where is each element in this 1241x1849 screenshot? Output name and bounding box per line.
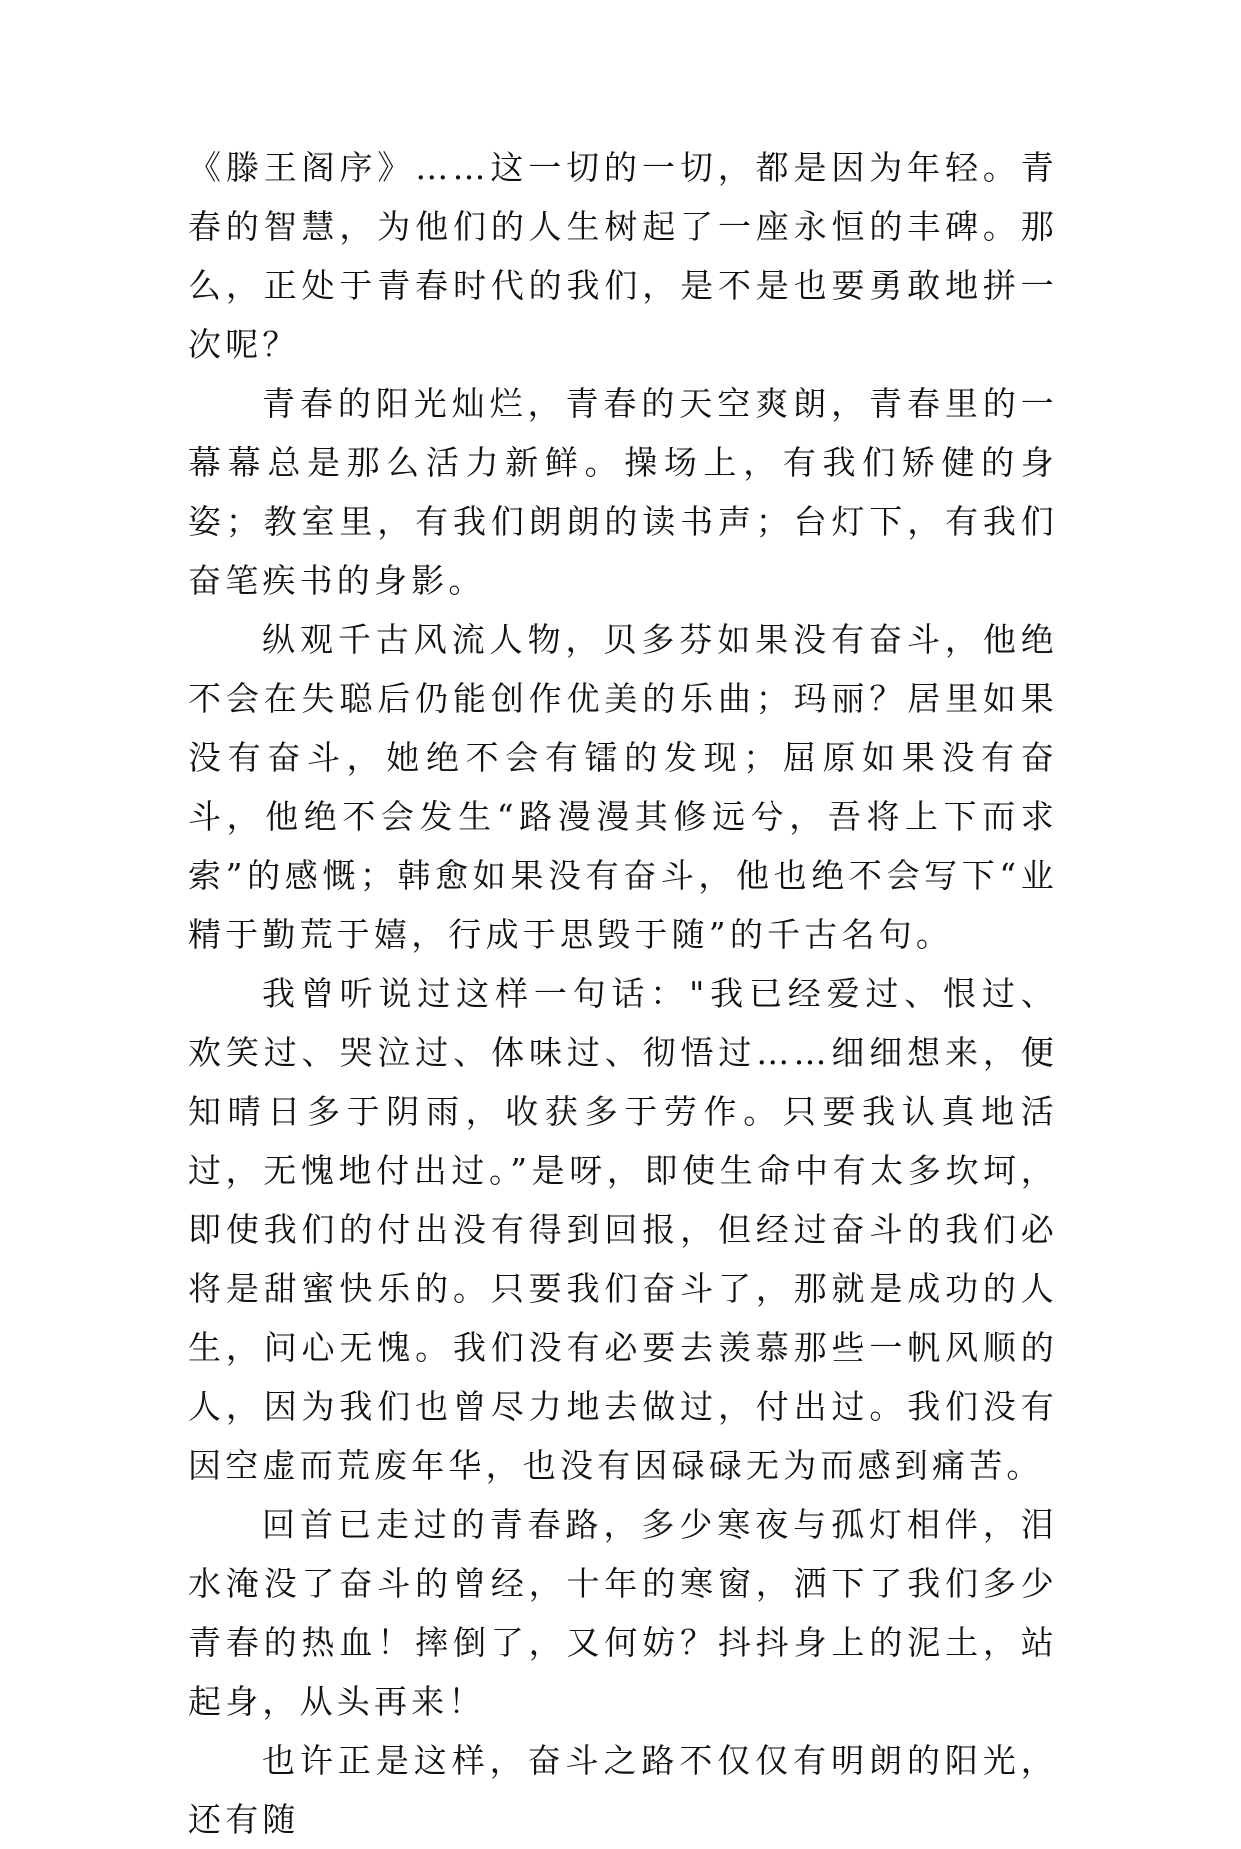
document-page — [188, 138, 1058, 1849]
paragraph-4: 我曾听说过这样一句话："我已经爱过、恨过、欢笑过、哭泣过、体味过、彻悟过……细细想来，便知晴日多于阴雨，收获多于劳作。只要我认真地活过，无愧地付出过。”是呀，即使生命中有太多坎坷，即使我们的付出没有得到回报，但经过奋斗的我们必将是甜蜜快乐的。只要我们奋斗了，那就是成功的人生，问心无愧。我们没有必要去羡慕那些一帆风顺的人，因为我们也曾尽力地去做过，付出过。我们没有因空虚而荒废年华，也没有因碌碌无为而感到痛苦。 — [188, 974, 1058, 1485]
paragraph-3: 纵观千古风流人物，贝多芬如果没有奋斗，他绝不会在失聪后仍能创作优美的乐曲；玛丽？居里如果没有奋斗，她绝不会有镭的发现；屈原如果没有奋斗，他绝不会发生“路漫漫其修远兮，吾将上下而求索”的感慨；韩愈如果没有奋斗，他也绝不会写下“业精于勤荒于嬉，行成于思毁于随”的千古名句。 — [188, 620, 1058, 954]
paragraph-2: 青春的阳光灿烂，青春的天空爽朗，青春里的一幕幕总是那么活力新鲜。操场上，有我们矫健的身姿；教室里，有我们朗朗的读书声；台灯下，有我们奋笔疾书的身影。 — [188, 384, 1058, 600]
paragraph-6: 也许正是这样，奋斗之路不仅仅有明朗的阳光，还有随 — [188, 1741, 1058, 1839]
paragraph-1: 《滕王阁序》……这一切的一切，都是因为年轻。青春的智慧，为他们的人生树起了一座永恒的丰碑。那么，正处于青春时代的我们，是不是也要勇敢地拼一次呢？ — [188, 148, 1058, 364]
paragraph-5: 回首已走过的青春路，多少寒夜与孤灯相伴，泪水淹没了奋斗的曾经，十年的寒窗，洒下了我们多少青春的热血！摔倒了，又何妨？抖抖身上的泥土，站起身，从头再来！ — [188, 1505, 1058, 1721]
